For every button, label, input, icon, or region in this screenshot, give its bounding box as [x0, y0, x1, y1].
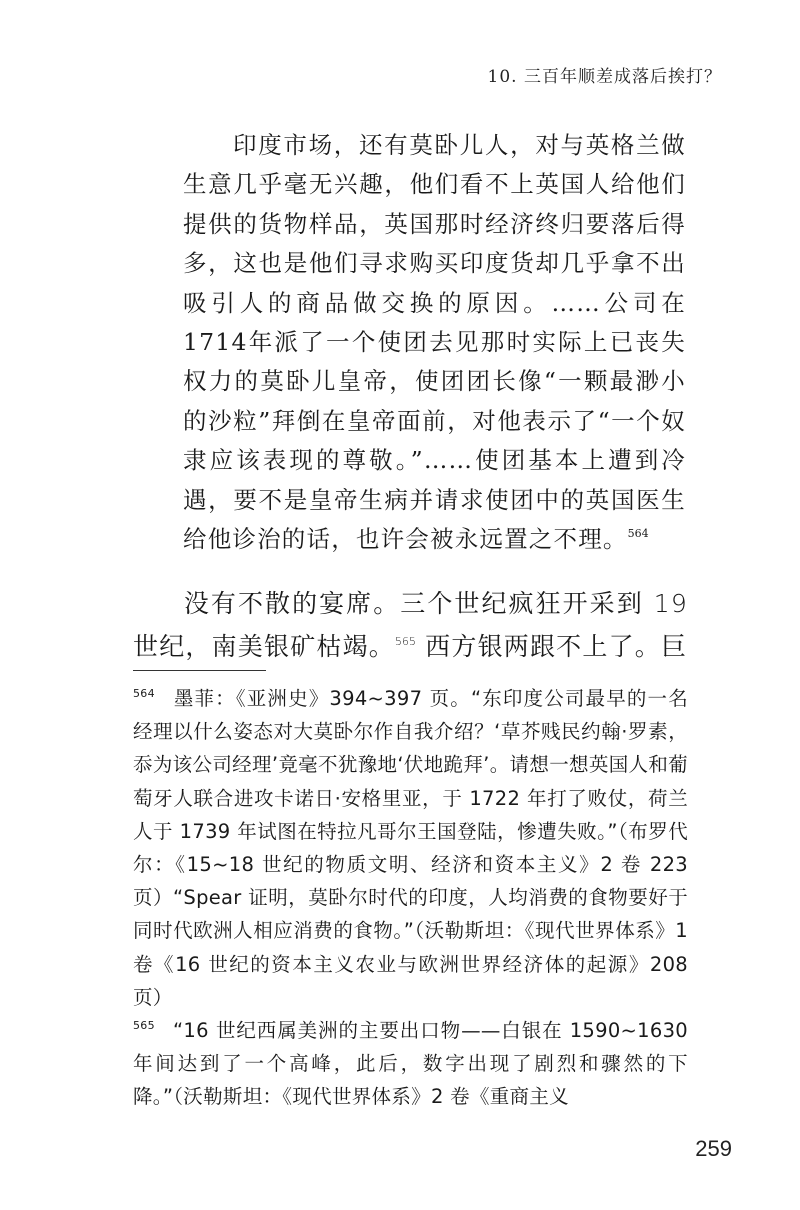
body-text-after: 西方银两跟不上了。巨 — [416, 632, 688, 661]
footnote-divider — [133, 670, 266, 671]
body-paragraph — [133, 582, 688, 668]
body-text-before: 没有不散的宴席。三个世纪疯狂开采到 19 世纪，南美银矿枯竭。 — [133, 589, 688, 661]
block-quote-text: 印度市场，还有莫卧儿人，对与英格兰做生意几乎毫无兴趣，他们看不上英国人给他们提供的货物样品，英国那时经济终归要落后得多，这也是他们寻求购买印度货却几乎拿不出吸引人的商品做交换的原因。……公司在1714年派了一个使团去见那时实际上已丧失权力的莫卧儿皇帝，使团团长像“一颗最渺小的沙粒”拜倒在皇帝面前，对他表示了“一个奴隶应该表现的尊敬。”……使团基本上遭到冷遇，要不是皇帝生病并请求使团中的英国医生给他诊治的话，也许会被永远置之不理。$^{564}$ — [183, 131, 686, 554]
block-quote — [183, 126, 686, 559]
footnote: 565 “16 世纪西属美洲的主要出口物——白银在 1590~1630 年间达到了一个高峰，此后，数字出现了剧烈和骤然的下降。”（沃勒斯坦：《现代世界体系》2 卷《重商主义 — [133, 1019, 688, 1109]
footnotes — [133, 682, 688, 1114]
footnote-ref-564[interactable]: 564 — [627, 527, 649, 541]
footnote-ref-565[interactable]: 565 — [395, 635, 417, 648]
page-number: 259 — [695, 1136, 732, 1161]
footnote-text: 墨菲：《亚洲史》394~397 页。“东印度公司最早的一名经理以什么姿态对大莫卧尔作自我介绍？‘草芥贱民约翰·罗素，忝为该公司经理’竟毫不犹豫地‘伏地跪拜’。请想一想英国人和葡萄牙人联合进攻卡诺日·安格里亚，于 1722 年打了败仗，荷兰人于 1739 年试图在特拉凡哥尔王国登陆，惨遭失败。”（布罗代尔：《15~18 世纪的物质文明、经济和资本主义》2 卷 223 页）“Spear 证明，莫卧尔时代的印度，人均消费的食物要好于同时代欧洲人相应消费的食物。”（沃勒斯坦：《现代世界体系》1 卷《16 世纪的资本主义农业与欧洲世界经济体的起源》208 页） — [133, 687, 688, 1009]
footnote: 564 墨菲：《亚洲史》394~397 页。“东印度公司最早的一名经理以什么姿态对大莫卧尔作自我介绍？‘草芥贱民约翰·罗素，忝为该公司经理’竟毫不犹豫地‘伏地跪拜’。请想一想英国人和葡萄牙人联合进攻卡诺日·安格里亚，于 1722 年打了败仗，荷兰人于 1739 年试图在特拉凡哥尔王国登陆，惨遭失败。”（布罗代尔：《15~18 世纪的物质文明、经济和资本主义》2 卷 223 页）“Spear 证明，莫卧尔时代的印度，人均消费的食物要好于同时代欧洲人相应消费的食物。”（沃勒斯坦：《现代世界体系》1 卷《16 世纪的资本主义农业与欧洲世界经济体的起源》208 页） — [133, 687, 688, 1009]
footnote-text: “16 世纪西属美洲的主要出口物——白银在 1590~1630 年间达到了一个高峰，此后，数字出现了剧烈和骤然的下降。”（沃勒斯坦：《现代世界体系》2 卷《重商主义 — [133, 1019, 688, 1109]
running-header: 10. 三百年顺差成落后挨打？ — [487, 67, 722, 87]
